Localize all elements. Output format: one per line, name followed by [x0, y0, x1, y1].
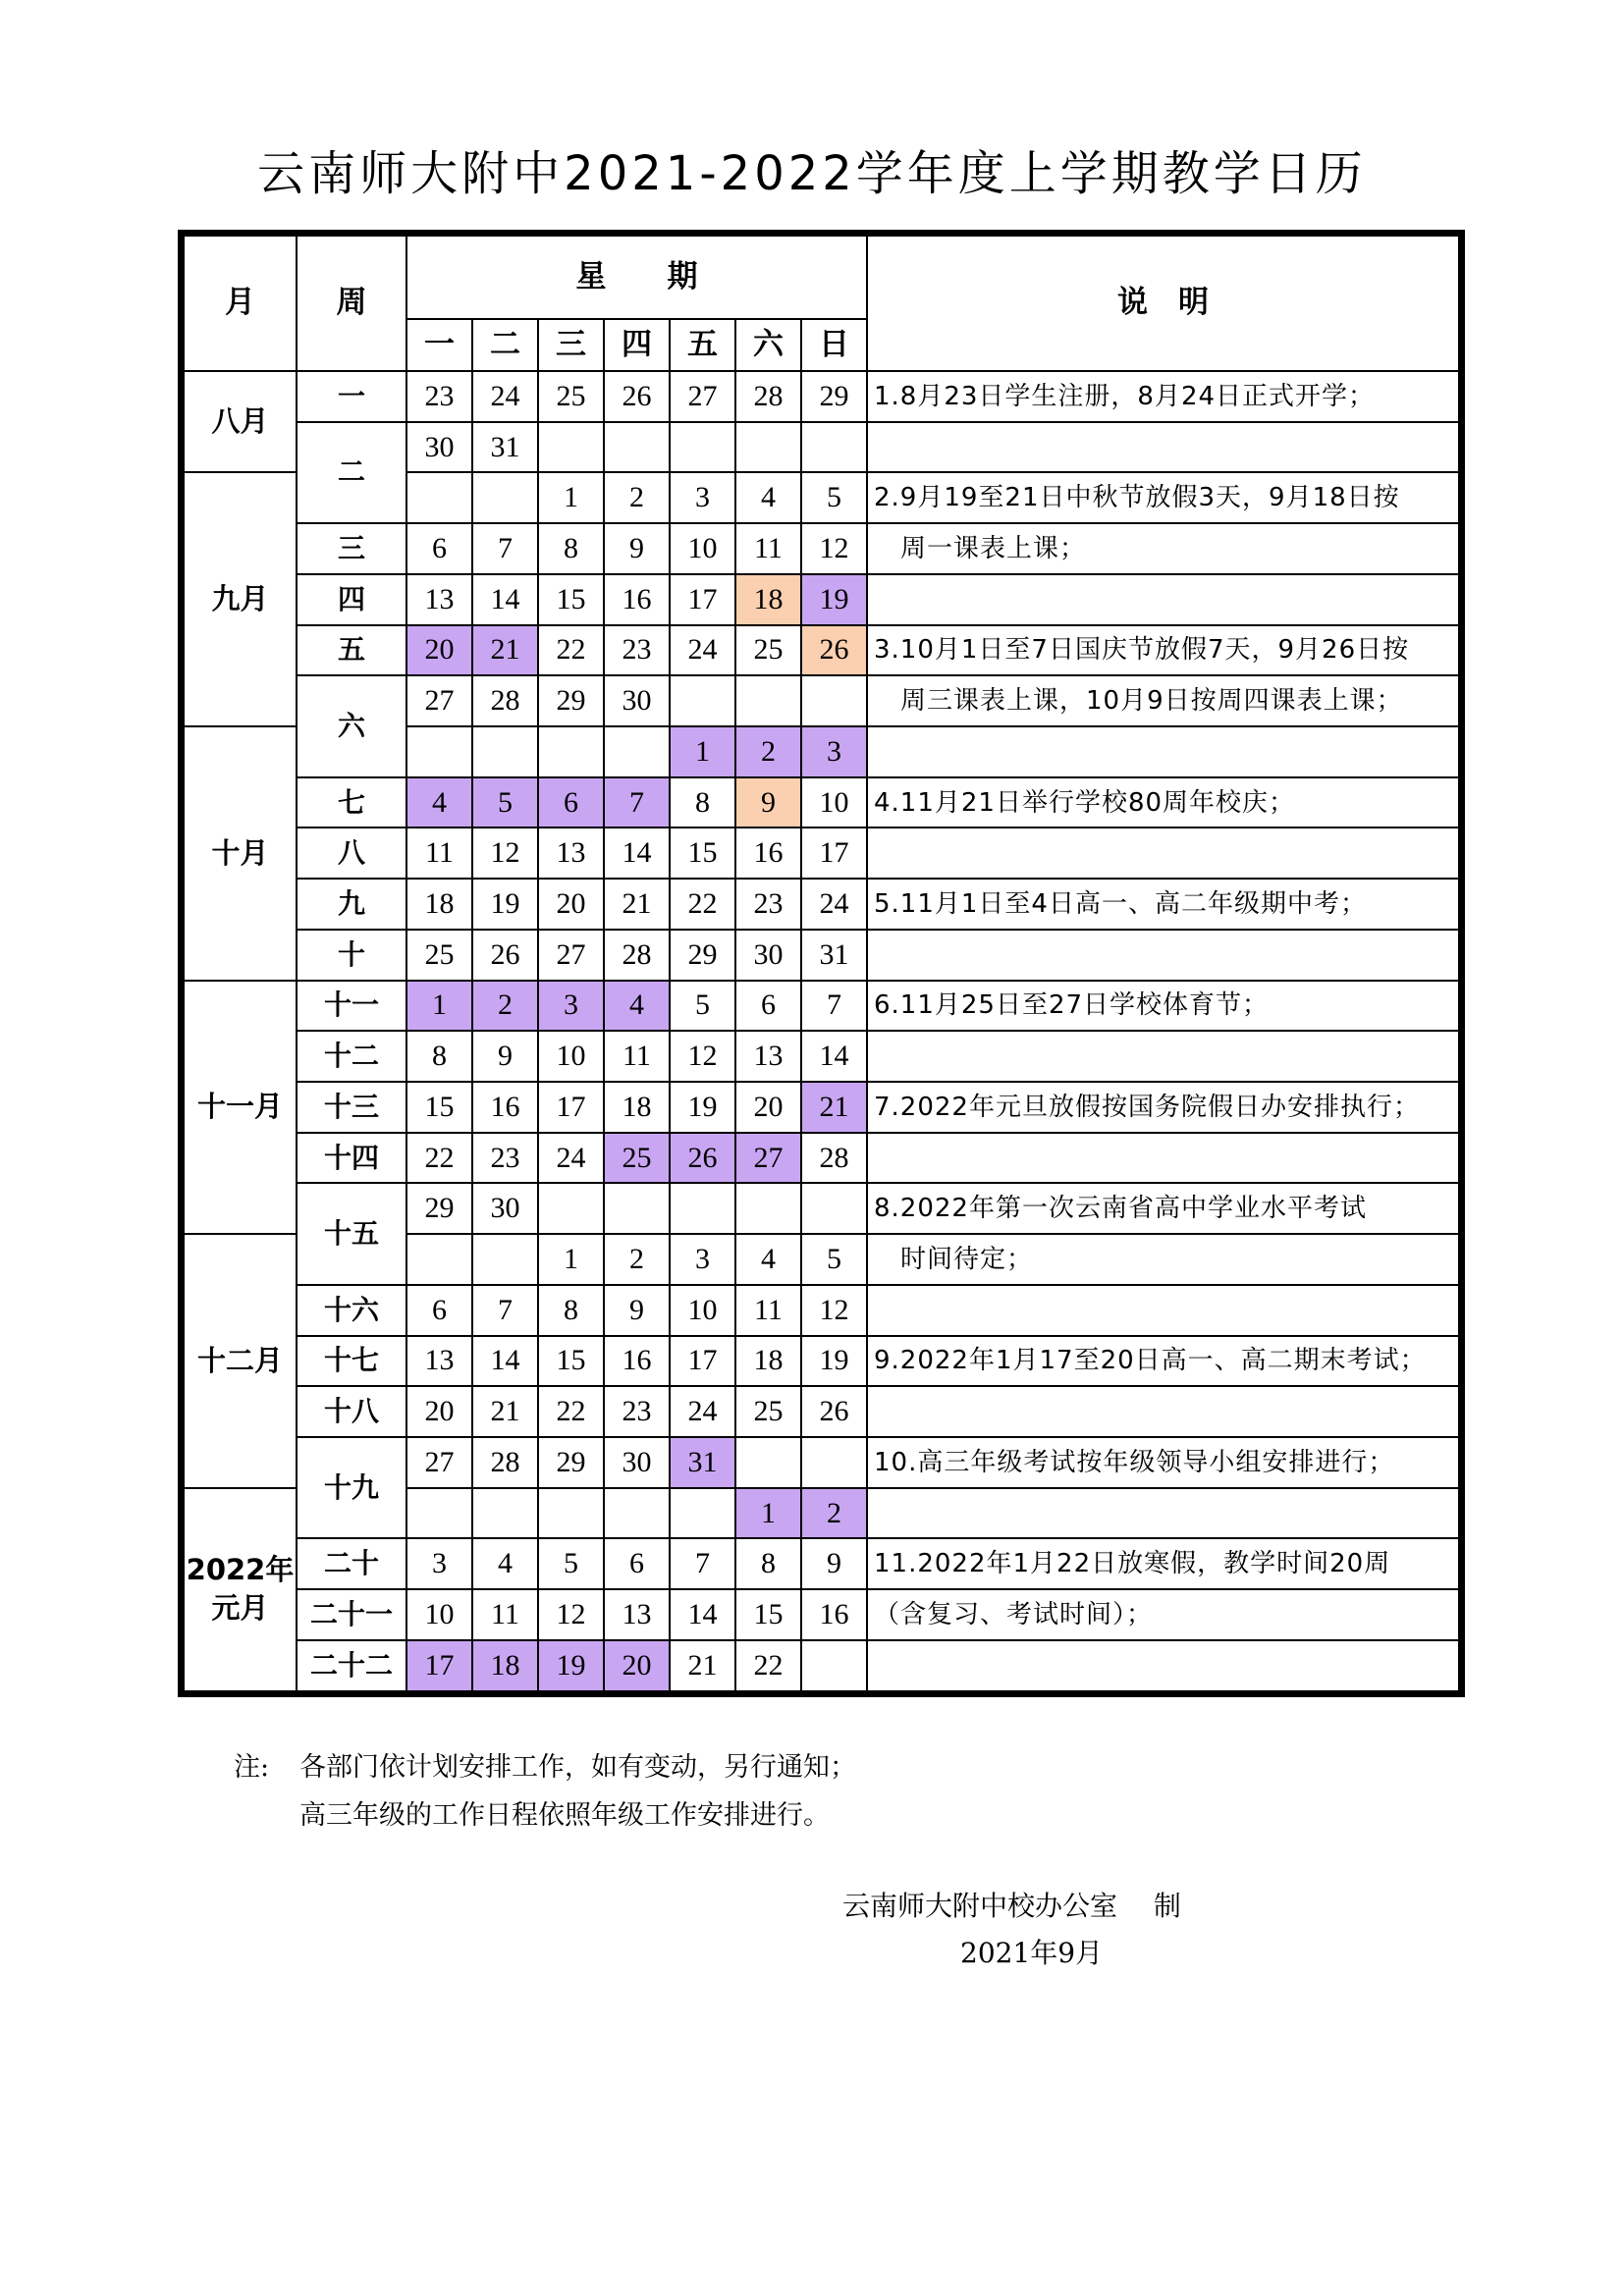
day-cell	[406, 472, 472, 523]
calendar-row	[184, 625, 1459, 676]
weekday-header: 二	[472, 319, 538, 371]
day-cell: 28	[472, 1437, 538, 1488]
day-cell: 30	[604, 1437, 670, 1488]
note-cell: 2.9月19至21日中秋节放假3天，9月18日按	[867, 472, 1459, 523]
day-cell: 13	[406, 1336, 472, 1387]
calendar-row	[184, 1082, 1459, 1133]
day-cell: 20	[406, 1386, 472, 1437]
page-title: 云南师大附中2021-2022学年度上学期教学日历	[257, 146, 1367, 201]
day-cell: 7	[472, 1285, 538, 1336]
day-cell: 11	[604, 1031, 670, 1082]
day-cell: 1	[538, 472, 604, 523]
note-cell: 5.11月1日至4日高一、高二年级期中考；	[867, 879, 1459, 930]
day-cell: 6	[735, 981, 801, 1032]
week-label: 十六	[297, 1285, 406, 1336]
day-cell: 17	[801, 828, 867, 879]
day-cell	[604, 422, 670, 473]
day-cell: 29	[538, 1437, 604, 1488]
day-cell	[801, 1437, 867, 1488]
note-cell	[867, 1285, 1459, 1336]
day-cell: 6	[406, 523, 472, 574]
day-cell	[472, 472, 538, 523]
note-cell: 时间待定；	[867, 1234, 1459, 1285]
day-cell: 13	[538, 828, 604, 879]
note-cell: 10.高三年级考试按年级领导小组安排进行；	[867, 1437, 1459, 1488]
day-cell: 2	[604, 1234, 670, 1285]
week-label: 九	[297, 879, 406, 930]
day-cell: 16	[801, 1589, 867, 1640]
calendar-row	[184, 828, 1459, 879]
day-cell: 20	[735, 1082, 801, 1133]
day-cell: 30	[472, 1183, 538, 1234]
weekday-group-header: 星 期	[406, 236, 867, 319]
day-cell	[604, 726, 670, 777]
month-header: 月	[184, 236, 297, 371]
day-cell	[670, 1488, 735, 1539]
day-cell: 12	[472, 828, 538, 879]
day-cell: 27	[670, 371, 735, 422]
day-cell: 22	[406, 1133, 472, 1184]
day-cell: 21	[670, 1640, 735, 1691]
makeup-workday-cell: 26	[801, 625, 867, 676]
calendar-row	[184, 1640, 1459, 1691]
day-cell: 20	[538, 879, 604, 930]
weekday-header: 四	[604, 319, 670, 371]
makeup-workday-cell: 18	[735, 574, 801, 625]
day-cell: 13	[735, 1031, 801, 1082]
day-cell	[801, 422, 867, 473]
day-cell: 28	[604, 930, 670, 981]
week-label: 二	[297, 422, 406, 523]
week-label: 三	[297, 523, 406, 574]
day-cell: 15	[538, 574, 604, 625]
calendar-row	[184, 1437, 1459, 1488]
day-cell: 26	[604, 371, 670, 422]
day-cell: 9	[604, 523, 670, 574]
day-cell	[406, 1488, 472, 1539]
calendar-row	[184, 523, 1459, 574]
day-cell	[670, 1183, 735, 1234]
day-cell: 8	[538, 523, 604, 574]
note-cell: 3.10月1日至7日国庆节放假7天，9月26日按	[867, 625, 1459, 676]
week-label: 五	[297, 625, 406, 676]
note-cell	[867, 574, 1459, 625]
holiday-day-cell: 20	[604, 1640, 670, 1691]
day-cell: 29	[801, 371, 867, 422]
day-cell: 10	[406, 1589, 472, 1640]
day-cell: 11	[406, 828, 472, 879]
day-cell: 16	[735, 828, 801, 879]
day-cell	[538, 1183, 604, 1234]
notes-header: 说 明	[867, 236, 1459, 371]
weekday-header: 六	[735, 319, 801, 371]
day-cell: 19	[670, 1082, 735, 1133]
day-cell: 30	[735, 930, 801, 981]
day-cell	[538, 422, 604, 473]
footnote-line-1: 各部门依计划安排工作，如有变动，另行通知；	[299, 1752, 856, 1783]
day-cell: 4	[472, 1538, 538, 1589]
day-cell: 23	[406, 371, 472, 422]
day-cell	[472, 1234, 538, 1285]
day-cell	[604, 1183, 670, 1234]
calendar-row	[184, 1336, 1459, 1387]
week-label: 一	[297, 371, 406, 422]
calendar-row	[184, 1133, 1459, 1184]
note-cell: （含复习、考试时间）；	[867, 1589, 1459, 1640]
holiday-day-cell: 4	[406, 777, 472, 828]
day-cell: 24	[670, 625, 735, 676]
day-cell: 10	[538, 1031, 604, 1082]
weekday-header: 三	[538, 319, 604, 371]
calendar-row	[184, 777, 1459, 828]
week-label: 十五	[297, 1183, 406, 1284]
day-cell: 7	[670, 1538, 735, 1589]
footnote-label: 注:	[234, 1752, 270, 1783]
note-cell: 9.2022年1月17至20日高一、高二期末考试；	[867, 1336, 1459, 1387]
note-cell	[867, 1488, 1459, 1539]
weekday-header: 日	[801, 319, 867, 371]
makeup-workday-cell: 9	[735, 777, 801, 828]
day-cell: 3	[670, 472, 735, 523]
day-cell: 19	[472, 879, 538, 930]
day-cell	[735, 422, 801, 473]
day-cell: 5	[801, 1234, 867, 1285]
holiday-day-cell: 3	[538, 981, 604, 1032]
day-cell	[538, 1488, 604, 1539]
day-cell	[735, 675, 801, 726]
day-cell: 3	[670, 1234, 735, 1285]
day-cell: 22	[735, 1640, 801, 1691]
day-cell	[801, 675, 867, 726]
week-label: 八	[297, 828, 406, 879]
day-cell: 9	[604, 1285, 670, 1336]
day-cell: 8	[735, 1538, 801, 1589]
day-cell: 22	[538, 625, 604, 676]
day-cell: 5	[801, 472, 867, 523]
week-label: 十一	[297, 981, 406, 1032]
day-cell	[406, 1234, 472, 1285]
day-cell: 27	[406, 1437, 472, 1488]
month-label: 2022年 元月	[184, 1488, 297, 1691]
day-cell: 15	[670, 828, 735, 879]
note-cell	[867, 726, 1459, 777]
day-cell: 25	[735, 625, 801, 676]
holiday-day-cell: 2	[472, 981, 538, 1032]
calendar-row	[184, 1589, 1459, 1640]
calendar-row	[184, 1538, 1459, 1589]
note-cell: 6.11月25日至27日学校体育节；	[867, 981, 1459, 1032]
holiday-day-cell: 21	[472, 625, 538, 676]
note-cell: 11.2022年1月22日放寒假，教学时间20周	[867, 1538, 1459, 1589]
holiday-day-cell: 7	[604, 777, 670, 828]
week-label: 二十一	[297, 1589, 406, 1640]
holiday-day-cell: 31	[670, 1437, 735, 1488]
footnote-line-2: 高三年级的工作日程依照年级工作安排进行。	[299, 1800, 830, 1831]
week-label: 十	[297, 930, 406, 981]
day-cell: 24	[670, 1386, 735, 1437]
note-cell: 8.2022年第一次云南省高中学业水平考试	[867, 1183, 1459, 1234]
day-cell: 26	[801, 1386, 867, 1437]
day-cell: 23	[604, 1386, 670, 1437]
weekday-header: 五	[670, 319, 735, 371]
day-cell: 16	[604, 574, 670, 625]
day-cell: 8	[538, 1285, 604, 1336]
calendar-row	[184, 422, 1459, 473]
holiday-day-cell: 5	[472, 777, 538, 828]
calendar-table	[178, 230, 1465, 1697]
holiday-day-cell: 25	[604, 1133, 670, 1184]
month-label: 十月	[184, 726, 297, 981]
day-cell: 9	[472, 1031, 538, 1082]
week-label: 十七	[297, 1336, 406, 1387]
holiday-day-cell: 19	[801, 574, 867, 625]
week-label: 十二	[297, 1031, 406, 1082]
day-cell	[538, 726, 604, 777]
week-label: 四	[297, 574, 406, 625]
day-cell	[472, 726, 538, 777]
day-cell: 19	[801, 1336, 867, 1387]
day-cell: 30	[604, 675, 670, 726]
holiday-day-cell: 2	[801, 1488, 867, 1539]
holiday-day-cell: 19	[538, 1640, 604, 1691]
day-cell: 10	[801, 777, 867, 828]
day-cell: 1	[538, 1234, 604, 1285]
day-cell: 10	[670, 523, 735, 574]
week-label: 二十	[297, 1538, 406, 1589]
calendar-row	[184, 1183, 1459, 1234]
day-cell: 15	[538, 1336, 604, 1387]
note-cell: 1.8月23日学生注册，8月24日正式开学；	[867, 371, 1459, 422]
week-header: 周	[297, 236, 406, 371]
day-cell: 23	[472, 1133, 538, 1184]
week-label: 十三	[297, 1082, 406, 1133]
note-cell: 周三课表上课，10月9日按周四课表上课；	[867, 675, 1459, 726]
day-cell: 22	[538, 1386, 604, 1437]
week-label: 六	[297, 675, 406, 776]
week-label: 七	[297, 777, 406, 828]
day-cell: 28	[472, 675, 538, 726]
day-cell: 24	[801, 879, 867, 930]
note-cell	[867, 422, 1459, 473]
day-cell: 17	[538, 1082, 604, 1133]
month-label: 十二月	[184, 1234, 297, 1488]
day-cell: 24	[538, 1133, 604, 1184]
month-label: 八月	[184, 371, 297, 472]
holiday-day-cell: 6	[538, 777, 604, 828]
day-cell: 23	[604, 625, 670, 676]
day-cell: 13	[406, 574, 472, 625]
day-cell	[670, 422, 735, 473]
day-cell: 14	[472, 574, 538, 625]
day-cell: 2	[604, 472, 670, 523]
day-cell: 21	[472, 1386, 538, 1437]
holiday-day-cell: 20	[406, 625, 472, 676]
day-cell: 24	[472, 371, 538, 422]
holiday-day-cell: 27	[735, 1133, 801, 1184]
day-cell: 5	[538, 1538, 604, 1589]
day-cell: 18	[604, 1082, 670, 1133]
day-cell: 10	[670, 1285, 735, 1336]
day-cell: 27	[538, 930, 604, 981]
day-cell: 17	[670, 1336, 735, 1387]
week-label: 二十二	[297, 1640, 406, 1691]
day-cell: 25	[538, 371, 604, 422]
holiday-day-cell: 4	[604, 981, 670, 1032]
day-cell: 9	[801, 1538, 867, 1589]
weekday-header: 一	[406, 319, 472, 371]
day-cell: 25	[406, 930, 472, 981]
holiday-day-cell: 18	[472, 1640, 538, 1691]
day-cell: 16	[604, 1336, 670, 1387]
day-cell: 8	[406, 1031, 472, 1082]
calendar-row	[184, 371, 1459, 422]
day-cell	[801, 1183, 867, 1234]
calendar-row	[184, 1031, 1459, 1082]
day-cell	[801, 1640, 867, 1691]
day-cell: 14	[670, 1589, 735, 1640]
note-cell: 7.2022年元旦放假按国务院假日办安排执行；	[867, 1082, 1459, 1133]
holiday-day-cell: 1	[735, 1488, 801, 1539]
day-cell: 13	[604, 1589, 670, 1640]
note-cell: 周一课表上课；	[867, 523, 1459, 574]
week-label: 十四	[297, 1133, 406, 1184]
holiday-day-cell: 17	[406, 1640, 472, 1691]
holiday-day-cell: 2	[735, 726, 801, 777]
calendar-row	[184, 574, 1459, 625]
issue-date: 2021年9月	[960, 1937, 1104, 1969]
note-cell	[867, 1640, 1459, 1691]
calendar-row	[184, 879, 1459, 930]
day-cell	[604, 1488, 670, 1539]
day-cell: 6	[406, 1285, 472, 1336]
day-cell: 14	[801, 1031, 867, 1082]
day-cell: 30	[406, 422, 472, 473]
day-cell: 7	[801, 981, 867, 1032]
day-cell: 7	[472, 523, 538, 574]
holiday-day-cell: 3	[801, 726, 867, 777]
week-label: 十八	[297, 1386, 406, 1437]
day-cell: 28	[801, 1133, 867, 1184]
holiday-day-cell: 1	[406, 981, 472, 1032]
note-cell: 4.11月21日举行学校80周年校庆；	[867, 777, 1459, 828]
calendar-row	[184, 1386, 1459, 1437]
day-cell: 29	[538, 675, 604, 726]
day-cell: 11	[472, 1589, 538, 1640]
day-cell: 14	[604, 828, 670, 879]
calendar-row	[184, 1285, 1459, 1336]
day-cell: 17	[670, 574, 735, 625]
month-label: 十一月	[184, 981, 297, 1235]
day-cell	[735, 1437, 801, 1488]
note-cell	[867, 930, 1459, 981]
day-cell: 15	[735, 1589, 801, 1640]
day-cell: 6	[604, 1538, 670, 1589]
note-cell	[867, 1386, 1459, 1437]
calendar-row	[184, 930, 1459, 981]
day-cell: 31	[472, 422, 538, 473]
day-cell: 4	[735, 472, 801, 523]
day-cell: 18	[406, 879, 472, 930]
holiday-day-cell: 21	[801, 1082, 867, 1133]
day-cell: 26	[472, 930, 538, 981]
day-cell: 31	[801, 930, 867, 981]
day-cell: 21	[604, 879, 670, 930]
day-cell: 25	[735, 1386, 801, 1437]
day-cell: 11	[735, 1285, 801, 1336]
day-cell: 28	[735, 371, 801, 422]
day-cell: 23	[735, 879, 801, 930]
holiday-day-cell: 1	[670, 726, 735, 777]
day-cell: 4	[735, 1234, 801, 1285]
day-cell	[406, 726, 472, 777]
day-cell: 16	[472, 1082, 538, 1133]
day-cell: 11	[735, 523, 801, 574]
day-cell: 3	[406, 1538, 472, 1589]
day-cell: 12	[801, 1285, 867, 1336]
day-cell	[735, 1183, 801, 1234]
day-cell: 12	[538, 1589, 604, 1640]
day-cell: 27	[406, 675, 472, 726]
day-cell: 22	[670, 879, 735, 930]
day-cell: 14	[472, 1336, 538, 1387]
calendar-row	[184, 675, 1459, 726]
day-cell	[670, 675, 735, 726]
day-cell: 8	[670, 777, 735, 828]
month-label: 九月	[184, 472, 297, 726]
day-cell: 12	[801, 523, 867, 574]
day-cell	[472, 1488, 538, 1539]
week-label: 十九	[297, 1437, 406, 1538]
day-cell: 29	[406, 1183, 472, 1234]
note-cell	[867, 1031, 1459, 1082]
day-cell: 5	[670, 981, 735, 1032]
note-cell	[867, 1133, 1459, 1184]
day-cell: 15	[406, 1082, 472, 1133]
note-cell	[867, 828, 1459, 879]
holiday-day-cell: 26	[670, 1133, 735, 1184]
day-cell: 29	[670, 930, 735, 981]
day-cell: 18	[735, 1336, 801, 1387]
calendar-row	[184, 981, 1459, 1032]
issuer: 云南师大附中校办公室 制	[842, 1890, 1181, 1922]
day-cell: 12	[670, 1031, 735, 1082]
